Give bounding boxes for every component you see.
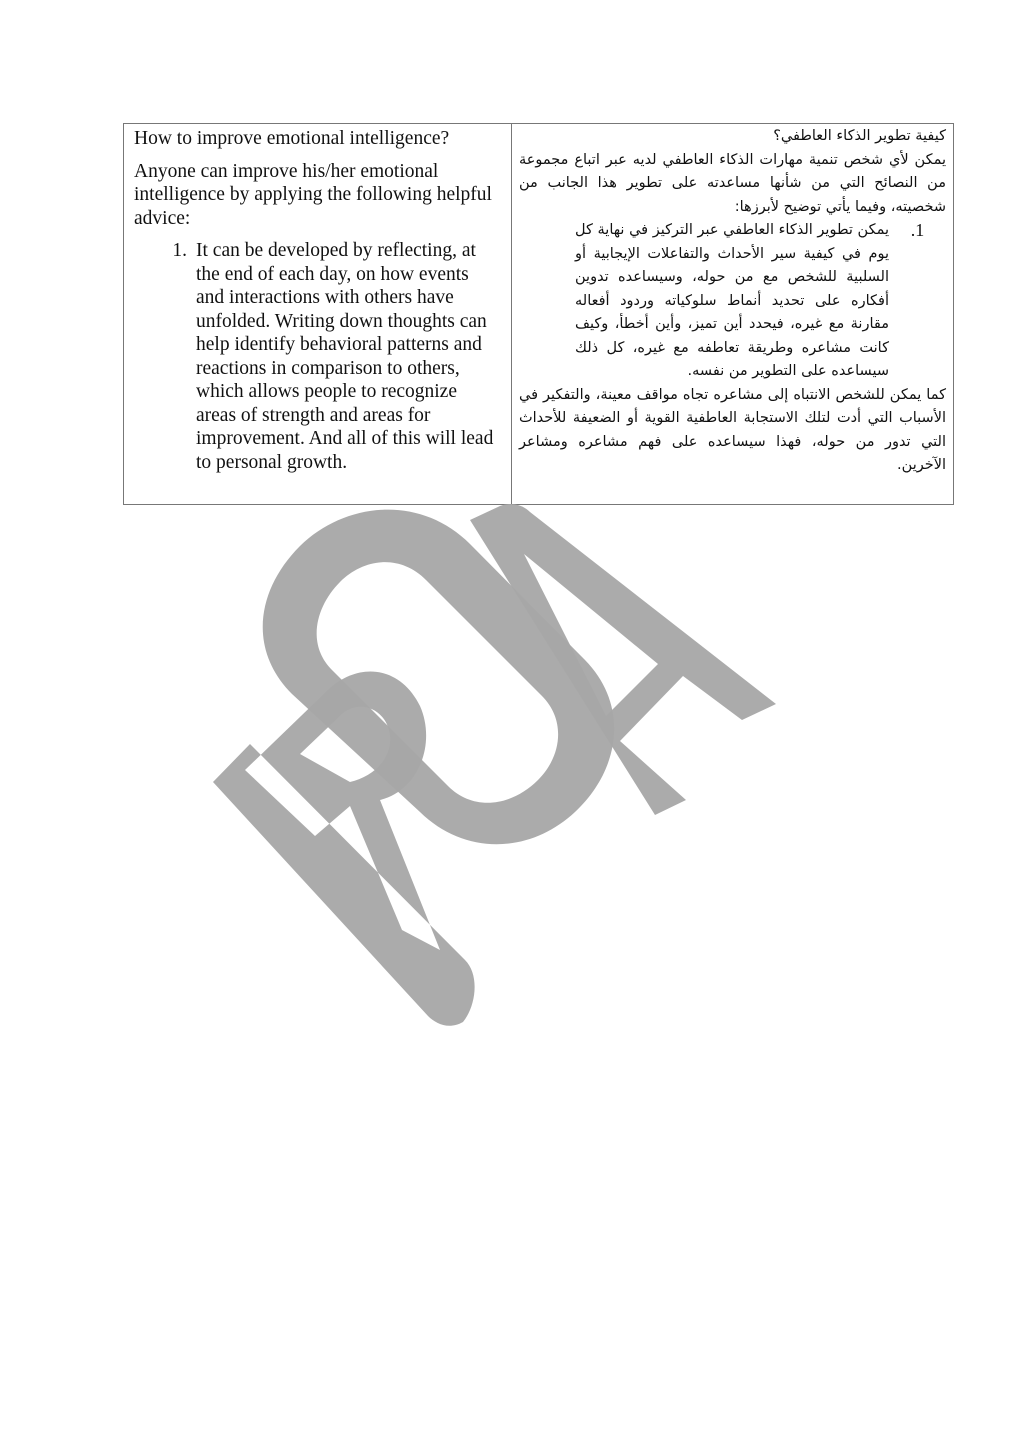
arabic-title: كيفية تطوير الذكاء العاطفي؟ <box>773 128 946 144</box>
arabic-closing: كما يمكن للشخص الانتباه إلى مشاعره تجاه مواقف معينة، والتفكير في الأسباب التي أدت لتلك الاستجابة العاطفية القوية أو الضعيفة للأحداث التي تدور من حوله، فهذا سيساعده على فهم مشاعره ومشاعر الآخرين. <box>519 386 946 473</box>
english-column <box>124 124 512 504</box>
watermark-letter-r <box>213 672 475 1026</box>
watermark-letter-a <box>470 504 776 815</box>
list-item-text: It can be developed by reflecting, at the end of each day, on how events and interactions with others have unfolded. Writing down thoughts can help identify behavioral patterns and reactions in comparison to others, which allows people to recognize areas of strength and areas for improvement. And all of this will lead to personal growth. <box>196 240 494 473</box>
arabic-list-number: 1. <box>910 220 925 240</box>
watermark-letter-o <box>263 510 614 845</box>
arabic-intro: يمكن لأي شخص تنمية مهارات الذكاء العاطفي لديه عبر اتباع مجموعة من النصائح التي من شأنها مساعدته على تطوير هذا الجانب من شخصيته، وفيما يأتي توضيح لأبرزها: <box>519 151 946 215</box>
arabic-list-item <box>519 219 946 384</box>
arabic-column <box>512 124 953 504</box>
list-item <box>134 239 501 474</box>
list-number: 1. <box>172 240 187 261</box>
english-intro: Anyone can improve his/her emotional intelligence by applying the following helpful advice: <box>134 160 492 229</box>
arabic-list-item-text: يمكن تطوير الذكاء العاطفي عبر التركيز في نهاية كل يوم في كيفية سير الأحداث والتفاعلات الإيجابية أو السلبية للشخص مع من حوله، وسيساعده تدوين أفكاره على تحديد أنماط سلوكياته وردود أفعاله مقارنة مع غيره، فيحدد أين تميز، وأين أخطأ، وكيف كانت مشاعره وطريقة تعاطفه مع غيره، كل ذلك سيساعده على التطوير من نفسه. <box>575 222 889 379</box>
english-title: How to improve emotional intelligence? <box>134 128 450 149</box>
english-advice-list <box>134 239 501 474</box>
bilingual-table <box>123 123 954 505</box>
